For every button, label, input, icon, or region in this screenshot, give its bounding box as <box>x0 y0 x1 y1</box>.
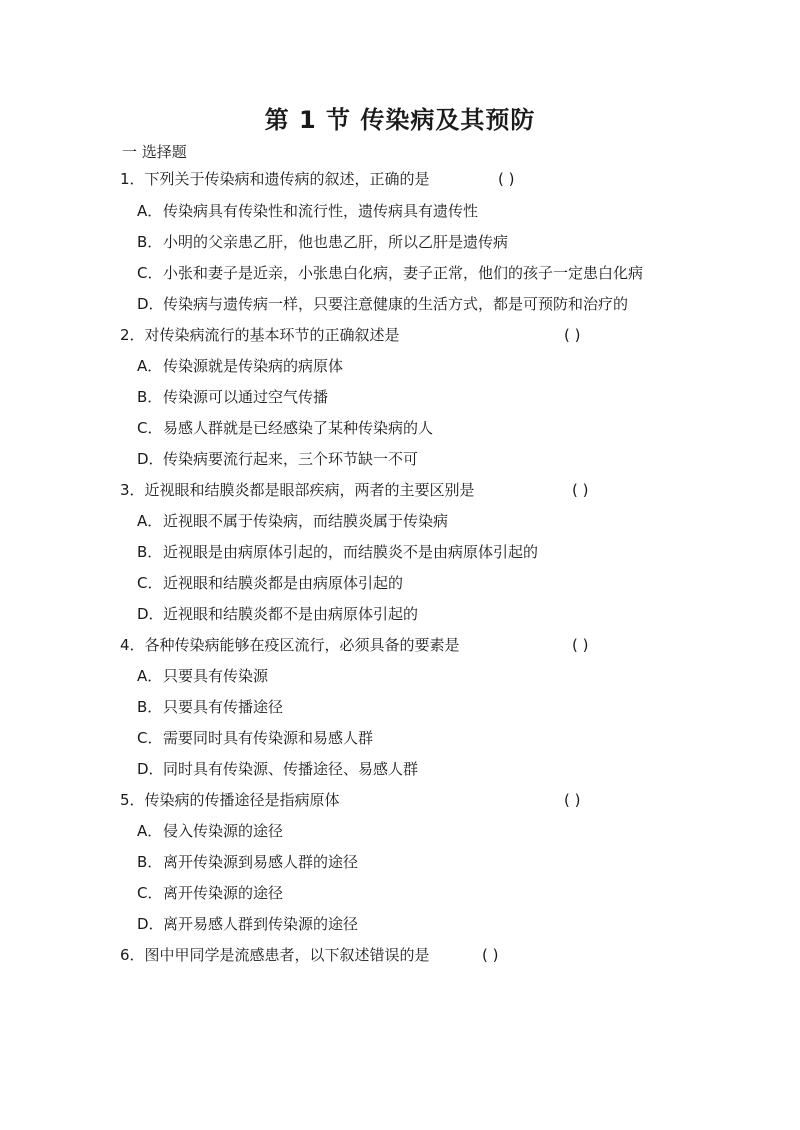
option-letter: D． <box>137 450 164 468</box>
option-letter: C． <box>137 884 163 902</box>
question-1 <box>120 168 680 190</box>
option-letter: B． <box>137 698 163 716</box>
option-letter: B． <box>137 233 163 251</box>
question-stem: 对传染病流行的基本环节的正确叙述是 <box>144 326 400 344</box>
option-letter: A． <box>137 667 163 685</box>
option-c <box>137 882 283 904</box>
page-title: 第 1 节 传染病及其预防 <box>264 106 536 134</box>
question-6 <box>120 944 680 966</box>
option-a <box>137 355 343 377</box>
option-text: 离开易感人群到传染源的途径 <box>163 915 359 933</box>
option-a <box>137 200 478 222</box>
option-text: 近视眼和结膜炎都不是由病原体引起的 <box>163 605 419 623</box>
question-number: 4． <box>120 636 145 654</box>
option-letter: C． <box>137 419 163 437</box>
option-letter: D． <box>137 915 164 933</box>
option-letter: C． <box>137 264 163 282</box>
question-stem: 图中甲同学是流感患者，以下叙述错误的是 <box>144 946 430 964</box>
option-text: 离开传染源的途径 <box>163 884 284 902</box>
question-stem: 下列关于传染病和遗传病的叙述，正确的是 <box>144 170 430 188</box>
question-number: 6． <box>120 946 145 964</box>
option-letter: C． <box>137 729 163 747</box>
option-text: 需要同时具有传染源和易感人群 <box>163 729 374 747</box>
option-text: 传染病具有传染性和流行性，遗传病具有遗传性 <box>163 202 479 220</box>
option-text: 只要具有传染源 <box>163 667 269 685</box>
question-stem: 近视眼和结膜炎都是眼部疾病，两者的主要区别是 <box>144 481 475 499</box>
question-number: 2． <box>120 326 145 344</box>
option-text: 近视眼不属于传染病，而结膜炎属于传染病 <box>163 512 449 530</box>
question-3 <box>120 479 680 501</box>
option-text: 易感人群就是已经感染了某种传染病的人 <box>163 419 434 437</box>
option-text: 传染病与遗传病一样，只要注意健康的生活方式，都是可预防和治疗的 <box>163 295 629 313</box>
option-letter: A． <box>137 202 163 220</box>
question-stem: 各种传染病能够在疫区流行，必须具备的要素是 <box>144 636 460 654</box>
option-b <box>137 696 283 718</box>
option-letter: B． <box>137 543 163 561</box>
option-c <box>137 262 643 284</box>
option-c <box>137 417 433 439</box>
option-d <box>137 603 418 625</box>
question-number: 3． <box>120 481 145 499</box>
option-d <box>137 913 358 935</box>
option-b <box>137 231 508 253</box>
option-letter: A． <box>137 512 163 530</box>
question-4 <box>120 634 680 656</box>
option-text: 小张和妻子是近亲，小张患白化病，妻子正常，他们的孩子一定患白化病 <box>163 264 644 282</box>
option-text: 同时具有传染源、传播途径、易感人群 <box>163 760 419 778</box>
option-text: 传染源就是传染病的病原体 <box>163 357 344 375</box>
question-5 <box>120 789 680 811</box>
option-text: 小明的父亲患乙肝，他也患乙肝，所以乙肝是遗传病 <box>163 233 509 251</box>
option-text: 只要具有传播途径 <box>163 698 284 716</box>
option-b <box>137 541 538 563</box>
option-letter: D． <box>137 760 164 778</box>
answer-blank: ( ) <box>564 791 581 809</box>
option-letter: C． <box>137 574 163 592</box>
option-a <box>137 820 283 842</box>
option-letter: A． <box>137 822 163 840</box>
option-c <box>137 572 403 594</box>
option-text: 传染病要流行起来，三个环节缺一不可 <box>163 450 419 468</box>
option-a <box>137 665 268 687</box>
option-b <box>137 386 328 408</box>
option-letter: B． <box>137 388 163 406</box>
option-letter: A． <box>137 357 163 375</box>
question-number: 1． <box>120 170 145 188</box>
option-letter: D． <box>137 295 164 313</box>
question-2 <box>120 324 680 346</box>
option-d <box>137 293 628 315</box>
option-letter: D． <box>137 605 164 623</box>
option-text: 离开传染源到易感人群的途径 <box>163 853 359 871</box>
question-number: 5． <box>120 791 145 809</box>
option-c <box>137 727 373 749</box>
option-d <box>137 758 418 780</box>
section-heading: 一 选择题 <box>122 143 187 161</box>
option-text: 近视眼是由病原体引起的，而结膜炎不是由病原体引起的 <box>163 543 539 561</box>
answer-blank: ( ) <box>498 170 515 188</box>
question-stem: 传染病的传播途径是指病原体 <box>144 791 340 809</box>
option-b <box>137 851 358 873</box>
option-text: 传染源可以通过空气传播 <box>163 388 329 406</box>
option-d <box>137 448 418 470</box>
answer-blank: ( ) <box>482 946 499 964</box>
option-text: 侵入传染源的途径 <box>163 822 284 840</box>
option-letter: B． <box>137 853 163 871</box>
option-text: 近视眼和结膜炎都是由病原体引起的 <box>163 574 404 592</box>
answer-blank: ( ) <box>572 636 589 654</box>
answer-blank: ( ) <box>572 481 589 499</box>
answer-blank: ( ) <box>564 326 581 344</box>
option-a <box>137 510 448 532</box>
